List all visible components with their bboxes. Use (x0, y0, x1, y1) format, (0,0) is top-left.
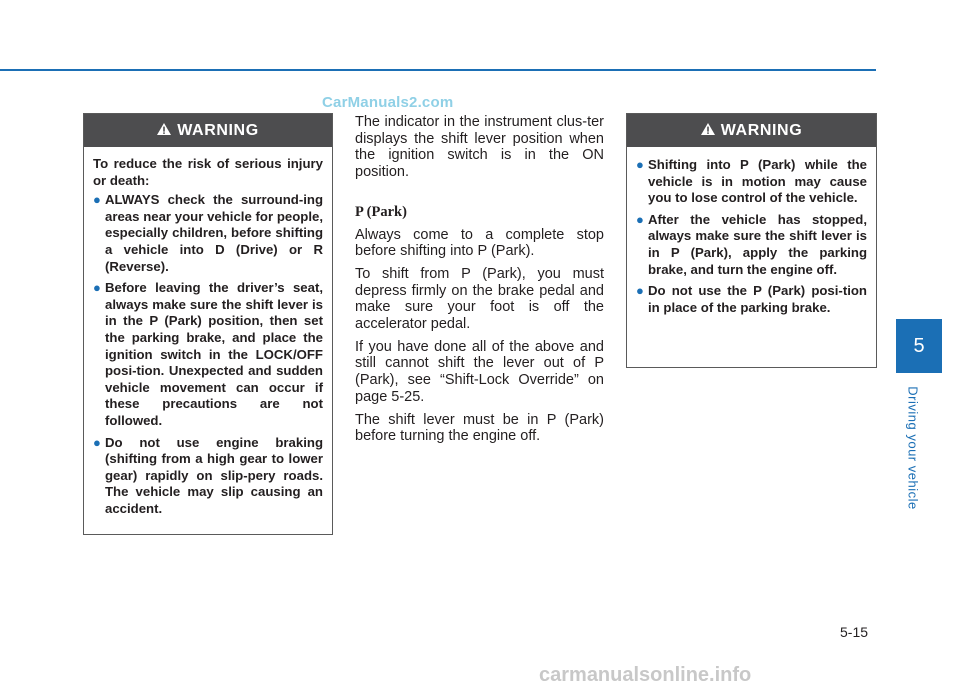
list-item (93, 192, 323, 275)
bullet-dot: ● (93, 434, 101, 450)
warning-box-right (626, 113, 877, 368)
warning-title: WARNING (720, 121, 803, 139)
bullet-dot: ● (93, 192, 101, 208)
list-item (636, 157, 867, 207)
watermark-top: CarManuals2.com (322, 94, 454, 111)
warning-intro: To reduce the risk of serious injury or death: (93, 156, 323, 188)
paragraph: The indicator in the instrument clus-ter displays the shift lever position when the ignition switch is in the ON position. (355, 114, 604, 181)
bullet-text: Before leaving the driver’s seat, always make sure the shift lever is in the P (Park) position, then set the parking brake, and place the ignition switch in the LOCK/OFF posi-tion. Unexpected and sudden vehicle movement can occur if these precautions are not followed. (105, 280, 323, 428)
chapter-tab: 5 (896, 319, 942, 373)
bullet-dot: ● (636, 157, 644, 172)
subheading: P (Park) (355, 203, 407, 220)
body-text-column (355, 114, 604, 451)
list-item (636, 212, 867, 278)
chapter-title (903, 385, 923, 510)
paragraph: To shift from P (Park), you must depress firmly on the brake pedal and make sure your foot is off the accelerator pedal. (355, 265, 604, 333)
bullet-text: ALWAYS check the surround-ing areas near your vehicle for people, especially children, before shifting a vehicle into D (Drive) or R (Reverse). (105, 192, 323, 274)
header-rule (0, 69, 876, 71)
warning-header (84, 114, 332, 147)
paragraph: Always come to a complete stop before shifting into P (Park). (355, 226, 604, 260)
bullet-dot: ● (636, 211, 644, 227)
bullet-text: After the vehicle has stopped, always make sure the shift lever is in P (Park), apply the parking brake, and turn the engine off. (648, 211, 867, 277)
watermark-bottom: carmanualsonline.info (539, 664, 752, 686)
warning-triangle-icon (157, 122, 171, 140)
chapter-title-text: Driving your vehicle (905, 385, 921, 510)
bullet-text: Do not use the P (Park) posi-tion in place of the parking brake. (648, 283, 867, 315)
warning-header (627, 114, 876, 147)
warning-box-left (83, 113, 333, 535)
paragraph: If you have done all of the above and still cannot shift the lever out of P (Park), see “Shift-Lock Override” on page 5-25. (355, 338, 604, 405)
bullet-text: Shifting into P (Park) while the vehicle is in motion may cause you to lose control of the vehicle. (648, 157, 867, 206)
list-item (636, 283, 867, 316)
bullet-dot: ● (636, 283, 644, 299)
list-item (93, 280, 323, 429)
paragraph: The shift lever must be in P (Park) before turning the engine off. (355, 411, 604, 445)
page-number: 5-15 (840, 624, 869, 640)
list-item (93, 435, 323, 518)
warning-title: WARNING (177, 121, 259, 139)
bullet-dot: ● (93, 280, 101, 296)
bullet-text: Do not use engine braking (shifting from a high gear to lower gear) rapidly on slip-pery roads. The vehicle may slip causing an accident. (105, 434, 323, 516)
warning-triangle-icon (701, 122, 715, 140)
